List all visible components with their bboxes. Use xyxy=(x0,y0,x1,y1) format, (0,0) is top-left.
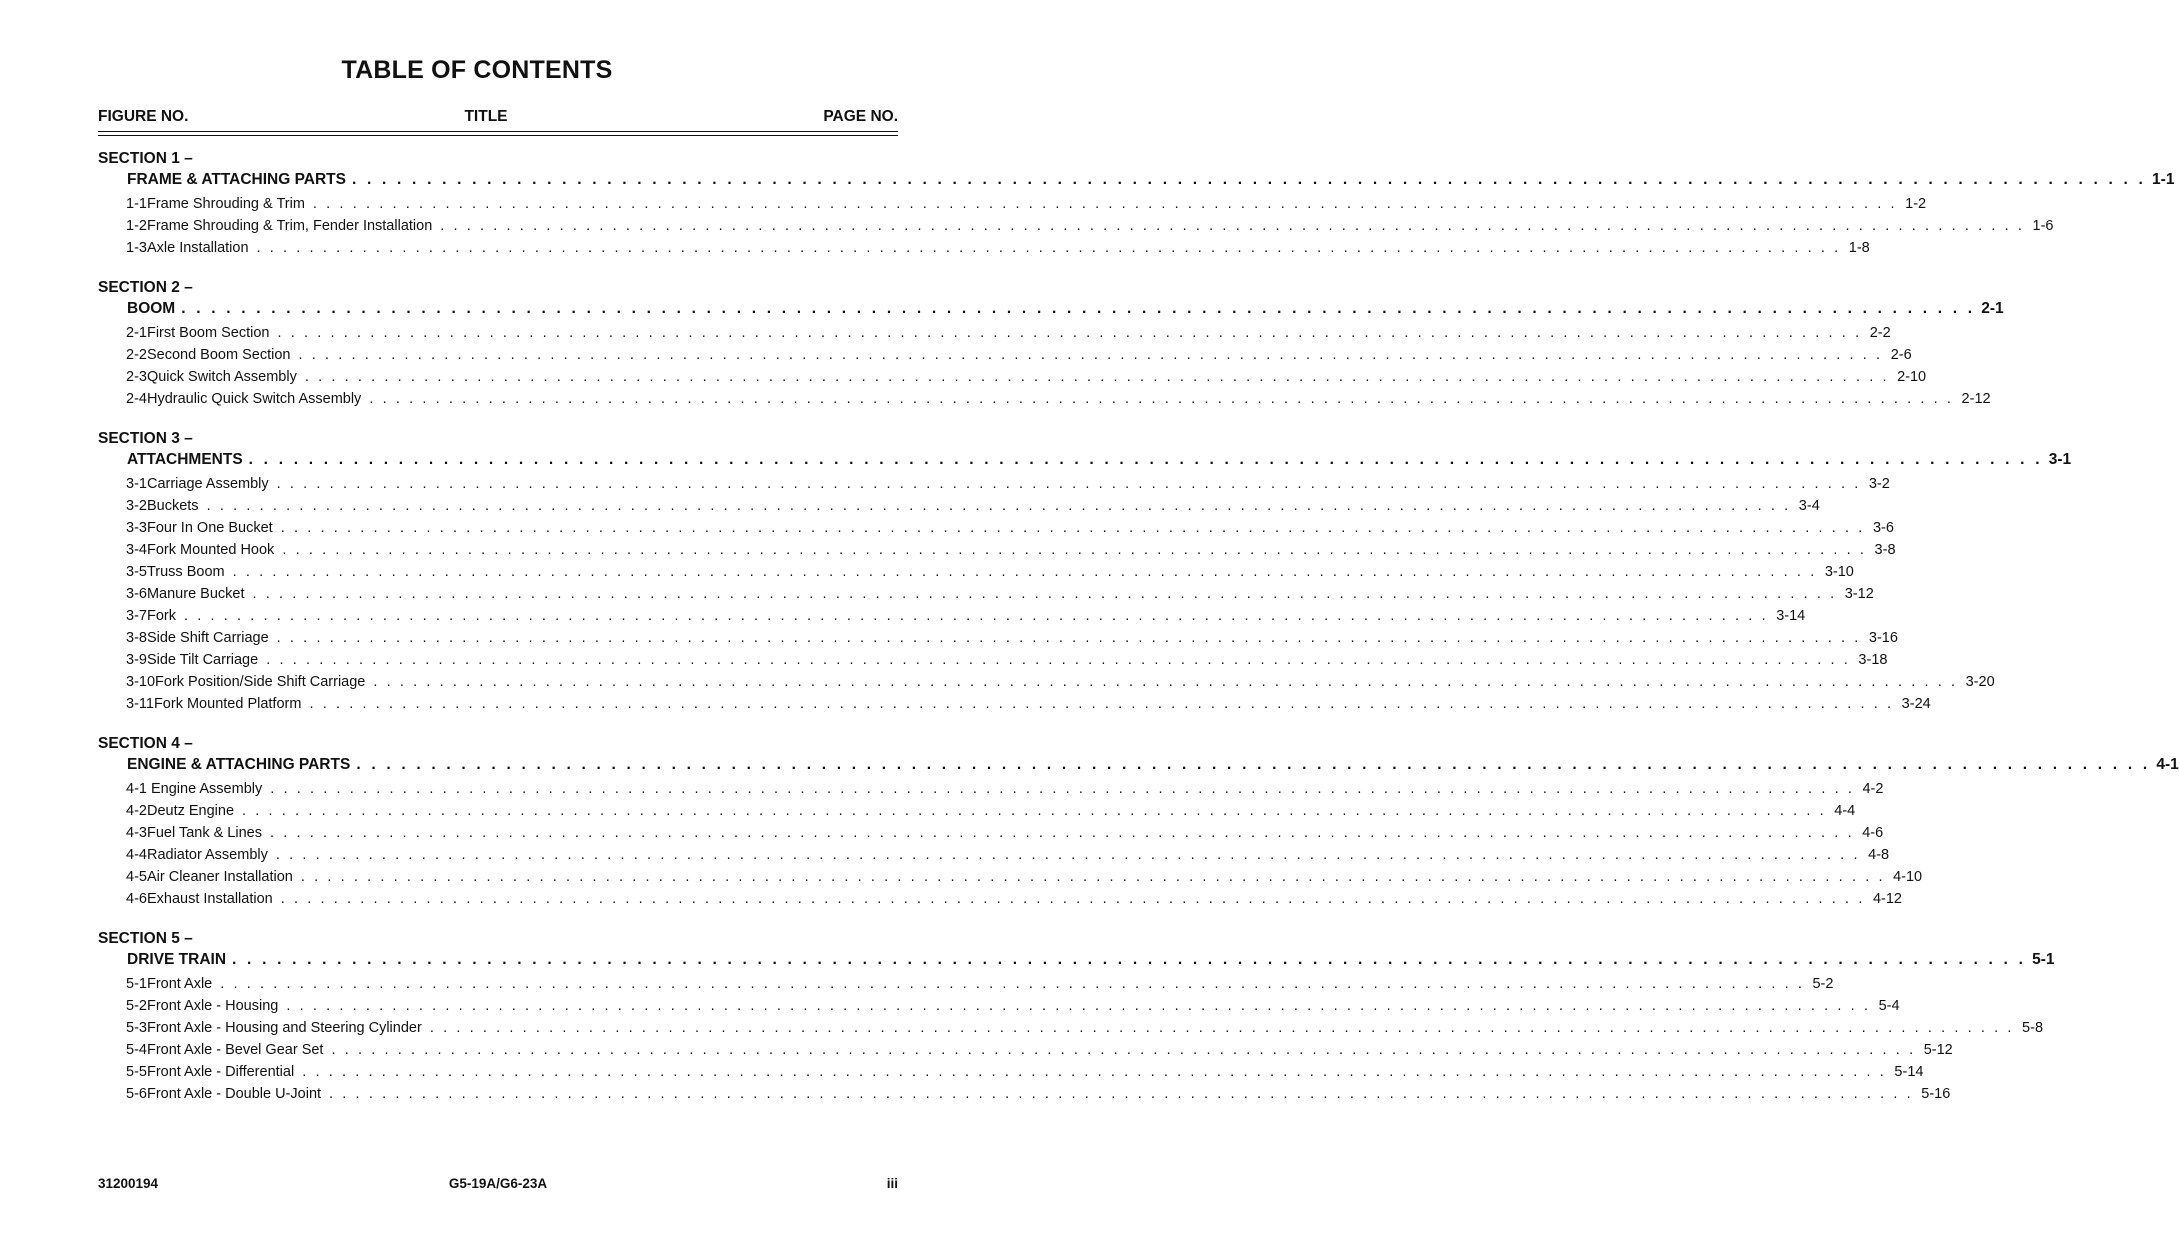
figure-title: Air Cleaner Installation xyxy=(146,869,293,885)
toc-section xyxy=(98,928,2055,1105)
title-header: TITLE xyxy=(464,108,508,125)
section-title: DRIVE TRAIN xyxy=(127,951,227,968)
dot-leader: . . . . . . . . . . . . . . . . . . . . . . . . . . . . . . . . . . . . . . . . . . . . . . . . . . . . . . . . . . . . . . . . . . . . . . . . . . . . . . . . . . . . . . . . . . . . . . . . . . . . . . . . . . . . . . . . . . . . . . . . xyxy=(302,1064,1887,1080)
figure-title: Side Tilt Carriage xyxy=(146,652,259,668)
toc-list xyxy=(98,148,2179,1123)
figure-entry[interactable] xyxy=(126,844,1890,866)
section-page: 5-1 xyxy=(2032,951,2055,968)
figure-page: 4-4 xyxy=(1834,803,1856,819)
figure-entry[interactable] xyxy=(126,822,1884,844)
figure-entry[interactable] xyxy=(126,388,1991,410)
figure-title: Side Shift Carriage xyxy=(146,630,269,646)
figure-page: 5-2 xyxy=(1812,976,1834,992)
figure-number: 3-3 xyxy=(126,520,147,536)
figure-page: 3-6 xyxy=(1872,520,1894,536)
section-page: 3-1 xyxy=(2048,451,2072,468)
dot-leader: . . . . . . . . . . . . . . . . . . . . . . . . . . . . . . . . . . . . . . . . . . . . . . . . . . . . . . . . . . . . . . . . . . . . . . . . . . . . . . . . . . . . . . . . . . . . . . . . . . . . . . . . . . . . . . . . . . . . . . . . xyxy=(356,756,2151,773)
figure-entry[interactable] xyxy=(126,1039,1953,1061)
figure-entry[interactable] xyxy=(126,322,1891,344)
figure-title: Deutz Engine xyxy=(146,803,235,819)
dot-leader: . . . . . . . . . . . . . . . . . . . . . . . . . . . . . . . . . . . . . . . . . . . . . . . . . . . . . . . . . . . . . . . . . . . . . . . . . . . . . . . . . . . . . . . . . . . . . . . . . . . . . . . . . . . . . . . . . . . . . . . . xyxy=(298,347,1883,363)
figure-entry[interactable] xyxy=(126,539,1896,561)
figure-entry[interactable] xyxy=(126,237,1870,259)
figure-title: Second Boom Section xyxy=(146,347,291,363)
figure-number: 2-1 xyxy=(126,325,147,341)
figure-title: Front Axle - Housing xyxy=(146,998,279,1014)
figure-entry[interactable] xyxy=(126,888,1902,910)
figure-number: 5-1 xyxy=(126,976,147,992)
section-label: SECTION 3 – xyxy=(98,430,193,447)
section-label: SECTION 1 – xyxy=(98,150,193,167)
figure-title: Buckets xyxy=(146,498,199,514)
figure-page: 4-10 xyxy=(1893,869,1923,885)
figure-number: 3-8 xyxy=(126,630,147,646)
dot-leader: . . . . . . . . . . . . . . . . . . . . . . . . . . . . . . . . . . . . . . . . . . . . . . . . . . . . . . . . . . . . . . . . . . . . . . . . . . . . . . . . . . . . . . . . . . . . . . . . . . . . . . . . . . . . . . . . . . . . . . . . xyxy=(429,1020,2015,1036)
dot-leader: . . . . . . . . . . . . . . . . . . . . . . . . . . . . . . . . . . . . . . . . . . . . . . . . . . . . . . . . . . . . . . . . . . . . . . . . . . . . . . . . . . . . . . . . . . . . . . . . . . . . . . . . . . . . . . . . . . . . . . . . xyxy=(304,369,1890,385)
figure-page: 4-2 xyxy=(1862,781,1884,797)
figure-page: 3-18 xyxy=(1858,652,1888,668)
section-title: BOOM xyxy=(127,300,176,317)
figure-page: 5-14 xyxy=(1894,1064,1924,1080)
figure-number: 5-6 xyxy=(126,1086,147,1102)
section-entry[interactable] xyxy=(127,949,2055,971)
figure-number: 4-2 xyxy=(126,803,147,819)
dot-leader: . . . . . . . . . . . . . . . . . . . . . . . . . . . . . . . . . . . . . . . . . . . . . . . . . . . . . . . . . . . . . . . . . . . . . . . . . . . . . . . . . . . . . . . . . . . . . . . . . . . . . . . . . . . . . . . . . . . . . . . . xyxy=(280,891,1865,907)
figure-number: 5-5 xyxy=(126,1064,147,1080)
dot-leader: . . . . . . . . . . . . . . . . . . . . . . . . . . . . . . . . . . . . . . . . . . . . . . . . . . . . . . . . . . . . . . . . . . . . . . . . . . . . . . . . . . . . . . . . . . . . . . . . . . . . . . . . . . . . . . . . . . . . . . . . xyxy=(242,803,1827,819)
figure-title: Front Axle xyxy=(146,976,213,992)
figure-title: First Boom Section xyxy=(146,325,270,341)
figure-page: 3-8 xyxy=(1874,542,1896,558)
figure-entry[interactable] xyxy=(126,778,1884,800)
column-headers xyxy=(98,108,898,128)
figure-page: 3-10 xyxy=(1824,564,1854,580)
figure-title: Quick Switch Assembly xyxy=(146,369,297,385)
dot-leader: . . . . . . . . . . . . . . . . . . . . . . . . . . . . . . . . . . . . . . . . . . . . . . . . . . . . . . . . . . . . . . . . . . . . . . . . . . . . . . . . . . . . . . . . . . . . . . . . . . . . . . . . . . . . . . . . . . . . . . . . xyxy=(269,825,1855,841)
figure-title: Carriage Assembly xyxy=(146,476,269,492)
figure-title: Truss Boom xyxy=(146,564,225,580)
figure-number: 1-1 xyxy=(126,196,147,212)
figure-number: 1-3 xyxy=(126,240,147,256)
figure-entry[interactable] xyxy=(126,1017,2044,1039)
figure-entry[interactable] xyxy=(126,344,1912,366)
figure-page: 5-4 xyxy=(1878,998,1900,1014)
figure-title: Fork Position/Side Shift Carriage xyxy=(155,674,366,690)
toc-section xyxy=(98,733,2179,910)
figure-page: 3-16 xyxy=(1868,630,1898,646)
figure-title: Frame Shrouding & Trim, Fender Installation xyxy=(146,218,433,234)
figure-page: 1-2 xyxy=(1905,196,1927,212)
figure-number: 1-2 xyxy=(126,218,147,234)
figure-entry[interactable] xyxy=(126,366,1927,388)
toc-section xyxy=(98,428,2072,715)
section-page: 1-1 xyxy=(2152,171,2175,188)
figure-page: 1-6 xyxy=(2032,218,2054,234)
figure-entry[interactable] xyxy=(126,561,1854,583)
section-label: SECTION 4 – xyxy=(98,735,193,752)
dot-leader: . . . . . . . . . . . . . . . . . . . . . . . . . . . . . . . . . . . . . . . . . . . . . . . . . . . . . . . . . . . . . . . . . . . . . . . . . . . . . . . . . . . . . . . . . . . . . . . . . . . . . . . . . . . . . . . . . . . . . . . . xyxy=(312,196,1898,212)
dot-leader: . . . . . . . . . . . . . . . . . . . . . . . . . . . . . . . . . . . . . . . . . . . . . . . . . . . . . . . . . . . . . . . . . . . . . . . . . . . . . . . . . . . . . . . . . . . . . . . . . . . . . . . . . . . . . . . . . . . . . . . . xyxy=(220,976,1805,992)
figure-entry[interactable] xyxy=(126,995,1900,1017)
section-entry[interactable] xyxy=(127,298,2004,320)
section-entry[interactable] xyxy=(127,169,2175,191)
dot-leader: . . . . . . . . . . . . . . . . . . . . . . . . . . . . . . . . . . . . . . . . . . . . . . . . . . . . . . . . . . . . . . . . . . . . . . . . . . . . . . . . . . . . . . . . . . . . . . . . . . . . . . . . . . . . . . . . . . . . . . . . xyxy=(277,325,1862,341)
section-entry[interactable] xyxy=(127,449,2072,471)
dot-leader: . . . . . . . . . . . . . . . . . . . . . . . . . . . . . . . . . . . . . . . . . . . . . . . . . . . . . . . . . . . . . . . . . . . . . . . . . . . . . . . . . . . . . . . . . . . . . . . . . . . . . . . . . . . . . . . . . . . . . . . . xyxy=(280,520,1865,536)
figure-title: Engine Assembly xyxy=(146,781,263,797)
figure-title: Front Axle - Housing and Steering Cylinder xyxy=(146,1020,422,1036)
section-page: 2-1 xyxy=(1981,300,2004,317)
figure-title: Front Axle - Differential xyxy=(146,1064,295,1080)
figure-number: 4-4 xyxy=(126,847,147,863)
figure-page: 2-12 xyxy=(1961,391,1991,407)
figure-title: Exhaust Installation xyxy=(146,891,273,907)
figure-page: 2-6 xyxy=(1890,347,1912,363)
figure-entry[interactable] xyxy=(126,693,1931,715)
dot-leader: . . . . . . . . . . . . . . . . . . . . . . . . . . . . . . . . . . . . . . . . . . . . . . . . . . . . . . . . . . . . . . . . . . . . . . . . . . . . . . . . . . . . . . . . . . . . . . . . . . . . . . . . . . . . . . . . . . . . . . . . xyxy=(256,240,1841,256)
figure-entry[interactable] xyxy=(126,627,1898,649)
figure-title: Fork Mounted Platform xyxy=(153,696,302,712)
figure-entry[interactable] xyxy=(126,473,1890,495)
footer-page-number: iii xyxy=(886,1176,898,1191)
dot-leader: . . . . . . . . . . . . . . . . . . . . . . . . . . . . . . . . . . . . . . . . . . . . . . . . . . . . . . . . . . . . . . . . . . . . . . . . . . . . . . . . . . . . . . . . . . . . . . . . . . . . . . . . . . . . . . . . . . . . . . . . xyxy=(266,652,1851,668)
figure-title: Radiator Assembly xyxy=(146,847,268,863)
figure-title: Axle Installation xyxy=(146,240,249,256)
footer-doc-number: 31200194 xyxy=(98,1176,159,1191)
figure-entry[interactable] xyxy=(126,605,1806,627)
figure-number: 3-7 xyxy=(126,608,147,624)
figure-entry[interactable] xyxy=(126,866,1923,888)
figure-entry[interactable] xyxy=(126,495,1820,517)
figure-number: 4-3 xyxy=(126,825,147,841)
figure-title: Manure Bucket xyxy=(146,586,245,602)
figure-number: 3-2 xyxy=(126,498,147,514)
section-title: ATTACHMENTS xyxy=(127,451,243,468)
figure-entry[interactable] xyxy=(126,1061,1924,1083)
figure-title: Fork Mounted Hook xyxy=(146,542,275,558)
dot-leader: . . . . . . . . . . . . . . . . . . . . . . . . . . . . . . . . . . . . . . . . . . . . . . . . . . . . . . . . . . . . . . . . . . . . . . . . . . . . . . . . . . . . . . . . . . . . . . . . . . . . . . . . . . . . . . . . . . . . . . . . xyxy=(275,847,1861,863)
figure-number: 2-2 xyxy=(126,347,147,363)
dot-leader: . . . . . . . . . . . . . . . . . . . . . . . . . . . . . . . . . . . . . . . . . . . . . . . . . . . . . . . . . . . . . . . . . . . . . . . . . . . . . . . . . . . . . . . . . . . . . . . . . . . . . . . . . . . . . . . . . . . . . . . . xyxy=(369,391,1954,407)
dot-leader: . . . . . . . . . . . . . . . . . . . . . . . . . . . . . . . . . . . . . . . . . . . . . . . . . . . . . . . . . . . . . . . . . . . . . . . . . . . . . . . . . . . . . . . . . . . . . . . . . . . . . . . . . . . . . . . . . . . . . . . . xyxy=(248,451,2043,468)
dot-leader: . . . . . . . . . . . . . . . . . . . . . . . . . . . . . . . . . . . . . . . . . . . . . . . . . . . . . . . . . . . . . . . . . . . . . . . . . . . . . . . . . . . . . . . . . . . . . . . . . . . . . . . . . . . . . . . . . . . . . . . . xyxy=(276,476,1861,492)
figure-entry[interactable] xyxy=(126,800,1856,822)
figure-page: 2-10 xyxy=(1897,369,1927,385)
figure-entry[interactable] xyxy=(126,193,1927,215)
figure-number: 2-4 xyxy=(126,391,147,407)
figure-number: 5-2 xyxy=(126,998,147,1014)
figure-page: 3-2 xyxy=(1868,476,1890,492)
figure-page: 4-6 xyxy=(1862,825,1884,841)
figure-number: 3-9 xyxy=(126,652,147,668)
figure-page: 4-8 xyxy=(1868,847,1890,863)
header-rule-top xyxy=(98,131,898,132)
dot-leader: . . . . . . . . . . . . . . . . . . . . . . . . . . . . . . . . . . . . . . . . . . . . . . . . . . . . . . . . . . . . . . . . . . . . . . . . . . . . . . . . . . . . . . . . . . . . . . . . . . . . . . . . . . . . . . . . . . . . . . . . xyxy=(252,586,1837,602)
figure-entry[interactable] xyxy=(126,973,1834,995)
section-title: FRAME & ATTACHING PARTS xyxy=(127,171,346,188)
figure-number: 3-1 xyxy=(126,476,147,492)
section-entry[interactable] xyxy=(127,754,2179,776)
header-rule-bottom xyxy=(98,135,898,136)
dot-leader: . . . . . . . . . . . . . . . . . . . . . . . . . . . . . . . . . . . . . . . . . . . . . . . . . . . . . . . . . . . . . . . . . . . . . . . . . . . . . . . . . . . . . . . . . . . . . . . . . . . . . . . . . . . . . . . . . . . . . . . . xyxy=(206,498,1791,514)
dot-leader: . . . . . . . . . . . . . . . . . . . . . . . . . . . . . . . . . . . . . . . . . . . . . . . . . . . . . . . . . . . . . . . . . . . . . . . . . . . . . . . . . . . . . . . . . . . . . . . . . . . . . . . . . . . . . . . . . . . . . . . . xyxy=(329,1086,1914,1102)
figure-number: 3-4 xyxy=(126,542,147,558)
toc-section xyxy=(98,148,2175,259)
figure-entry[interactable] xyxy=(126,517,1894,539)
figure-number: 2-3 xyxy=(126,369,147,385)
figure-page: 2-2 xyxy=(1869,325,1891,341)
dot-leader: . . . . . . . . . . . . . . . . . . . . . . . . . . . . . . . . . . . . . . . . . . . . . . . . . . . . . . . . . . . . . . . . . . . . . . . . . . . . . . . . . . . . . . . . . . . . . . . . . . . . . . . . . . . . . . . . . . . . . . . . xyxy=(232,564,1817,580)
figure-title: Front Axle - Bevel Gear Set xyxy=(146,1042,324,1058)
figure-title: Front Axle - Double U-Joint xyxy=(146,1086,322,1102)
figure-title: Hydraulic Quick Switch Assembly xyxy=(146,391,362,407)
figure-no-header: FIGURE NO. xyxy=(98,108,189,125)
dot-leader: . . . . . . . . . . . . . . . . . . . . . . . . . . . . . . . . . . . . . . . . . . . . . . . . . . . . . . . . . . . . . . . . . . . . . . . . . . . . . . . . . . . . . . . . . . . . . . . . . . . . . . . . . . . . . . . . . . . . . . . . xyxy=(270,781,1855,797)
page-footer xyxy=(98,1176,898,1196)
figure-entry[interactable] xyxy=(126,215,2054,237)
figure-page: 4-12 xyxy=(1872,891,1902,907)
page-title: TABLE OF CONTENTS xyxy=(341,56,613,84)
section-page: 4-1 xyxy=(2156,756,2179,773)
figure-page: 3-20 xyxy=(1965,674,1995,690)
figure-page: 5-8 xyxy=(2022,1020,2044,1036)
figure-entry[interactable] xyxy=(126,583,1874,605)
dot-leader: . . . . . . . . . . . . . . . . . . . . . . . . . . . . . . . . . . . . . . . . . . . . . . . . . . . . . . . . . . . . . . . . . . . . . . . . . . . . . . . . . . . . . . . . . . . . . . . . . . . . . . . . . . . . . . . . . . . . . . . . xyxy=(183,608,1769,624)
dot-leader: . . . . . . . . . . . . . . . . . . . . . . . . . . . . . . . . . . . . . . . . . . . . . . . . . . . . . . . . . . . . . . . . . . . . . . . . . . . . . . . . . . . . . . . . . . . . . . . . . . . . . . . . . . . . . . . . . . . . . . . . xyxy=(181,300,1976,317)
dot-leader: . . . . . . . . . . . . . . . . . . . . . . . . . . . . . . . . . . . . . . . . . . . . . . . . . . . . . . . . . . . . . . . . . . . . . . . . . . . . . . . . . . . . . . . . . . . . . . . . . . . . . . . . . . . . . . . . . . . . . . . . xyxy=(309,696,1894,712)
dot-leader: . . . . . . . . . . . . . . . . . . . . . . . . . . . . . . . . . . . . . . . . . . . . . . . . . . . . . . . . . . . . . . . . . . . . . . . . . . . . . . . . . . . . . . . . . . . . . . . . . . . . . . . . . . . . . . . . . . . . . . . . xyxy=(352,171,2147,188)
dot-leader: . . . . . . . . . . . . . . . . . . . . . . . . . . . . . . . . . . . . . . . . . . . . . . . . . . . . . . . . . . . . . . . . . . . . . . . . . . . . . . . . . . . . . . . . . . . . . . . . . . . . . . . . . . . . . . . . . . . . . . . . xyxy=(300,869,1886,885)
dot-leader: . . . . . . . . . . . . . . . . . . . . . . . . . . . . . . . . . . . . . . . . . . . . . . . . . . . . . . . . . . . . . . . . . . . . . . . . . . . . . . . . . . . . . . . . . . . . . . . . . . . . . . . . . . . . . . . . . . . . . . . . xyxy=(232,951,2027,968)
figure-title: Four In One Bucket xyxy=(146,520,273,536)
dot-leader: . . . . . . . . . . . . . . . . . . . . . . . . . . . . . . . . . . . . . . . . . . . . . . . . . . . . . . . . . . . . . . . . . . . . . . . . . . . . . . . . . . . . . . . . . . . . . . . . . . . . . . . . . . . . . . . . . . . . . . . . xyxy=(440,218,2025,234)
figure-entry[interactable] xyxy=(126,1083,1951,1105)
figure-number: 4-5 xyxy=(126,869,147,885)
figure-page: 3-24 xyxy=(1901,696,1931,712)
footer-model: G5-19A/G6-23A xyxy=(448,1176,548,1191)
figure-page: 3-12 xyxy=(1844,586,1874,602)
section-label: SECTION 5 – xyxy=(98,930,193,947)
figure-page: 1-8 xyxy=(1848,240,1870,256)
dot-leader: . . . . . . . . . . . . . . . . . . . . . . . . . . . . . . . . . . . . . . . . . . . . . . . . . . . . . . . . . . . . . . . . . . . . . . . . . . . . . . . . . . . . . . . . . . . . . . . . . . . . . . . . . . . . . . . . . . . . . . . . xyxy=(282,542,1867,558)
figure-number: 5-4 xyxy=(126,1042,147,1058)
figure-entry[interactable] xyxy=(126,649,1888,671)
figure-number: 4-1 xyxy=(126,781,147,797)
figure-page: 3-14 xyxy=(1776,608,1806,624)
figure-number: 3-11 xyxy=(126,696,154,712)
figure-page: 3-4 xyxy=(1798,498,1820,514)
figure-number: 3-10 xyxy=(126,674,156,690)
dot-leader: . . . . . . . . . . . . . . . . . . . . . . . . . . . . . . . . . . . . . . . . . . . . . . . . . . . . . . . . . . . . . . . . . . . . . . . . . . . . . . . . . . . . . . . . . . . . . . . . . . . . . . . . . . . . . . . . . . . . . . . . xyxy=(373,674,1958,690)
dot-leader: . . . . . . . . . . . . . . . . . . . . . . . . . . . . . . . . . . . . . . . . . . . . . . . . . . . . . . . . . . . . . . . . . . . . . . . . . . . . . . . . . . . . . . . . . . . . . . . . . . . . . . . . . . . . . . . . . . . . . . . . xyxy=(331,1042,1916,1058)
figure-entry[interactable] xyxy=(126,671,1995,693)
figure-page: 5-12 xyxy=(1923,1042,1953,1058)
figure-title: Fuel Tank & Lines xyxy=(146,825,262,841)
toc-section xyxy=(98,277,2004,410)
page-no-header: PAGE NO. xyxy=(823,108,898,125)
figure-page: 5-16 xyxy=(1921,1086,1951,1102)
section-title: ENGINE & ATTACHING PARTS xyxy=(127,756,351,773)
figure-number: 3-6 xyxy=(126,586,147,602)
dot-leader: . . . . . . . . . . . . . . . . . . . . . . . . . . . . . . . . . . . . . . . . . . . . . . . . . . . . . . . . . . . . . . . . . . . . . . . . . . . . . . . . . . . . . . . . . . . . . . . . . . . . . . . . . . . . . . . . . . . . . . . . xyxy=(286,998,1871,1014)
figure-number: 5-3 xyxy=(126,1020,147,1036)
figure-title: Frame Shrouding & Trim xyxy=(146,196,305,212)
section-label: SECTION 2 – xyxy=(98,279,193,296)
figure-title: Fork xyxy=(146,608,176,624)
figure-number: 3-5 xyxy=(126,564,147,580)
dot-leader: . . . . . . . . . . . . . . . . . . . . . . . . . . . . . . . . . . . . . . . . . . . . . . . . . . . . . . . . . . . . . . . . . . . . . . . . . . . . . . . . . . . . . . . . . . . . . . . . . . . . . . . . . . . . . . . . . . . . . . . . xyxy=(276,630,1861,646)
figure-number: 4-6 xyxy=(126,891,147,907)
